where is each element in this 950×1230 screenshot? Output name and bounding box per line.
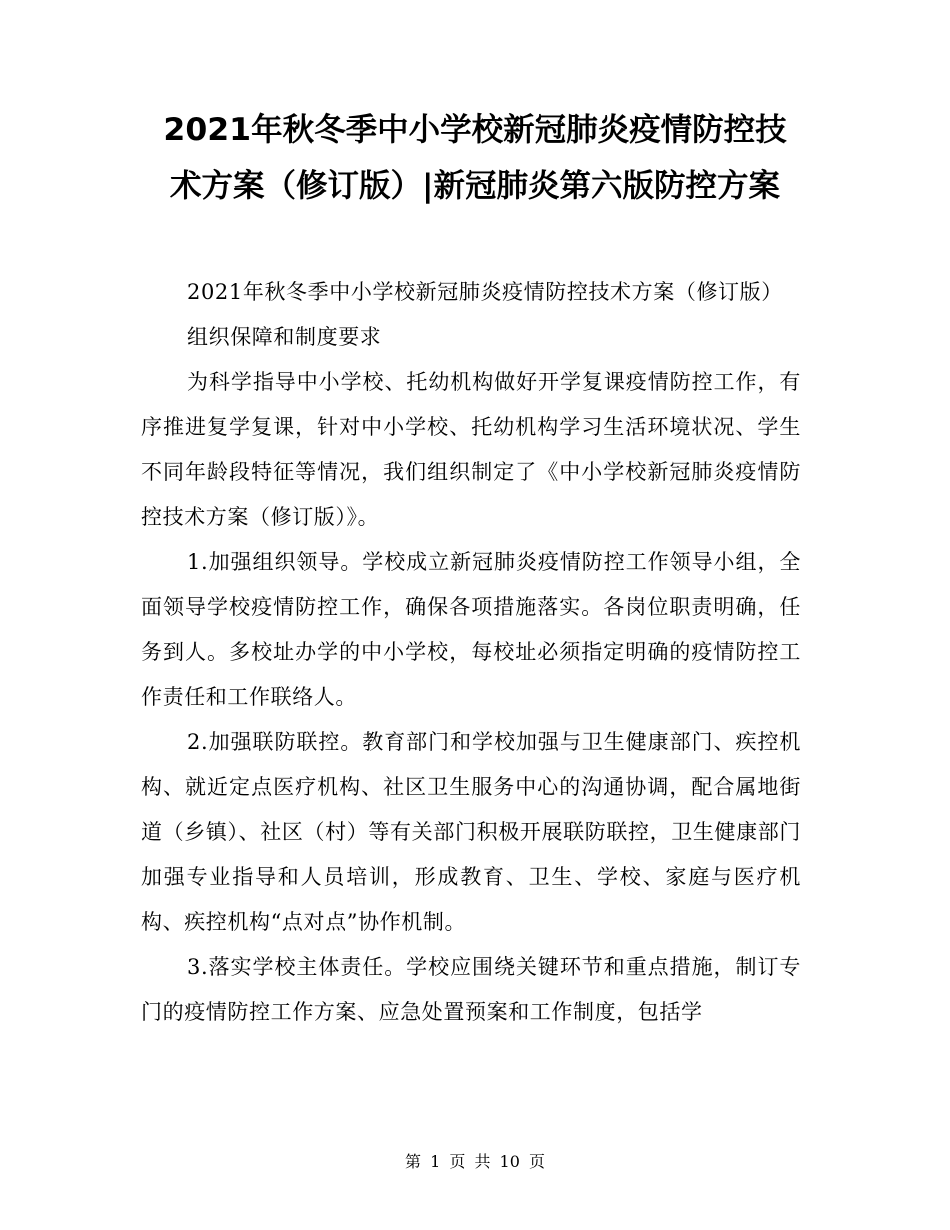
- paragraph-item-1: 1.加强组织领导。学校成立新冠肺炎疫情防控工作领导小组，全面领导学校疫情防控工作，确保各项措施落实。各岗位职责明确，任务到人。多校址办学的中小学校，每校址必须指定明确的疫情防控工作责任和工作联络人。: [141, 550, 801, 709]
- paragraph-section-heading: 组织保障和制度要求: [187, 325, 382, 349]
- title-line-2: 术方案（修订版）|新冠肺炎第六版防控方案: [169, 168, 780, 204]
- paragraph-item-3: 3.落实学校主体责任。学校应围绕关键环节和重点措施，制订专门的疫情防控工作方案、应急处置预案和工作制度，包括学: [141, 955, 801, 1024]
- paragraph-intro: 为科学指导中小学校、托幼机构做好开学复课疫情防控工作，有序推进复学复课，针对中小学校、托幼机构学习生活环境状况、学生不同年龄段特征等情况，我们组织制定了《中小学校新冠肺炎疫情防控技术方案（修订版）》。: [141, 370, 801, 529]
- paragraph-subtitle: 2021年秋冬季中小学校新冠肺炎疫情防控技术方案（修订版）: [187, 280, 783, 304]
- document-body: [141, 270, 801, 1035]
- title-line-1: 2021年秋冬季中小学校新冠肺炎疫情防控技: [163, 112, 787, 148]
- paragraph-item-2: 2.加强联防联控。教育部门和学校加强与卫生健康部门、疾控机构、就近定点医疗机构、社区卫生服务中心的沟通协调，配合属地街道（乡镇）、社区（村）等有关部门积极开展联防联控，卫生健康部门加强专业指导和人员培训，形成教育、卫生、学校、家庭与医疗机构、疾控机构“点对点”协作机制。: [141, 730, 801, 934]
- document-title: [140, 102, 810, 214]
- page-footer: 第 1 页 共 10 页: [405, 1152, 545, 1171]
